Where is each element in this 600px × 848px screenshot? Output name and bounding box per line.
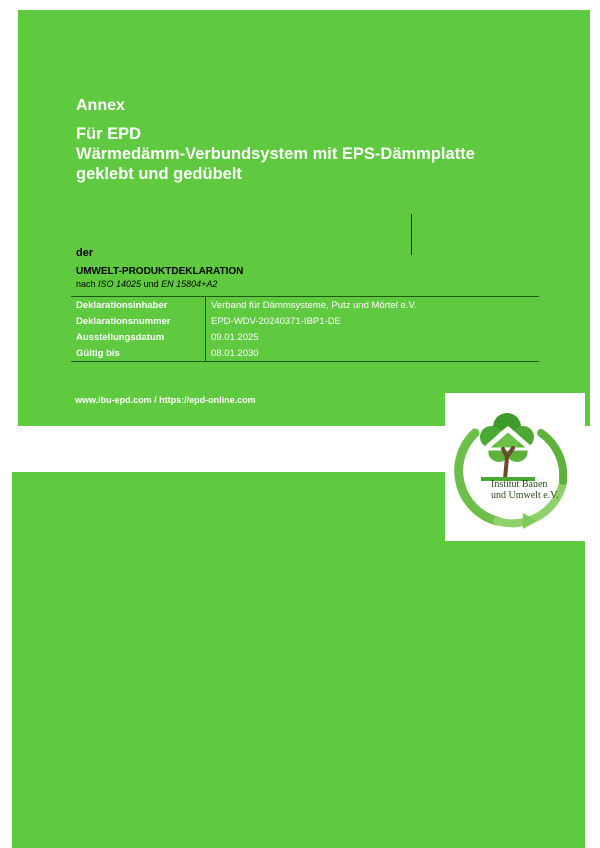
heading-line-3: geklebt und gedübelt (76, 165, 242, 183)
standard-en: EN 15804+A2 (161, 279, 218, 289)
heading-line-2: Wärmedämm-Verbundsystem mit EPS-Dämmplatte (76, 145, 475, 163)
ibu-logo (445, 393, 585, 541)
declaration-table (71, 296, 539, 362)
document-heading (76, 96, 475, 184)
row-value: EPD-WDV-20240371-IBP1-DE (211, 315, 341, 327)
heading-line-1: Für EPD (76, 125, 142, 143)
standard-iso: ISO 14025 (98, 279, 142, 289)
table-row (71, 329, 539, 345)
der-label: der (76, 247, 94, 259)
row-label: Ausstellungsdatum (71, 329, 206, 345)
house-tree-icon (445, 393, 585, 541)
row-label: Deklarationsinhaber (71, 297, 206, 314)
table-row (71, 313, 539, 329)
table-row (71, 345, 539, 362)
row-label: Gültig bis (71, 345, 206, 362)
cover-top-panel (18, 10, 590, 426)
und-text: und (141, 279, 162, 289)
logo-line-1: Institut Bauen (491, 479, 548, 490)
nach-prefix: nach (76, 279, 99, 289)
row-label: Deklarationsnummer (71, 313, 206, 329)
row-value: 08.01.2030 (211, 347, 259, 359)
row-value: 09.01.2025 (211, 331, 259, 343)
logo-text (491, 479, 559, 501)
logo-line-2: und Umwelt e.V. (491, 490, 559, 501)
declaration-title: UMWELT-PRODUKTDEKLARATION (76, 266, 244, 277)
standards-line (76, 279, 217, 289)
annex-title: Annex (76, 97, 125, 114)
table-row (71, 297, 539, 314)
footer-url[interactable]: www.ibu-epd.com / https://epd-online.com (75, 395, 256, 405)
row-value: Verband für Dämmsysteme, Putz und Mörtel e.V. (211, 299, 417, 311)
vertical-divider (411, 214, 412, 255)
